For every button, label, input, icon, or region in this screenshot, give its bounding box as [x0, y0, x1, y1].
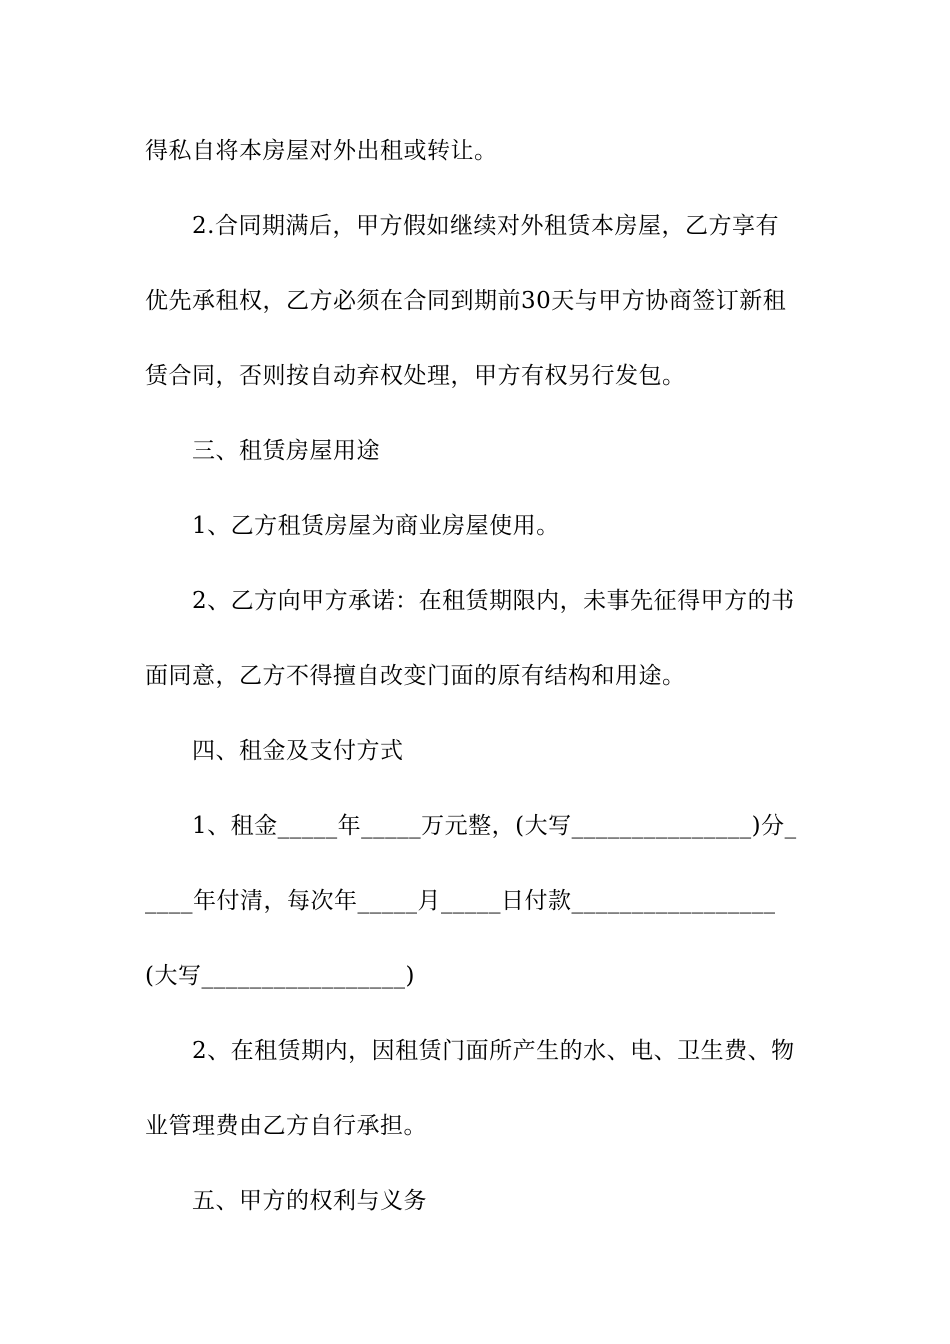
text-line: 2.合同期满后，甲方假如继续对外租赁本房屋，乙方享有 — [192, 213, 779, 239]
text-line: 1、乙方租赁房屋为商业房屋使用。 — [192, 513, 560, 539]
text-line: ____年付清，每次年_____月_____日付款_________________ — [145, 888, 776, 914]
text-line: (大写_________________) — [145, 963, 415, 989]
text-line: 优先承租权，乙方必须在合同到期前30天与甲方协商签订新租 — [145, 288, 787, 314]
text-line: 2、乙方向甲方承诺：在租赁期限内，未事先征得甲方的书 — [192, 588, 795, 614]
text-line: 业管理费由乙方自行承担。 — [145, 1113, 427, 1139]
text-line: 得私自将本房屋对外出租或转让。 — [145, 138, 498, 164]
text-line: 面同意，乙方不得擅自改变门面的原有结构和用途。 — [145, 663, 686, 689]
text-line: 2、在租赁期内，因租赁门面所产生的水、电、卫生费、物 — [192, 1038, 795, 1064]
text-line: 赁合同，否则按自动弃权处理，甲方有权另行发包。 — [145, 363, 686, 389]
section-heading: 四、租金及支付方式 — [192, 738, 404, 764]
section-heading: 五、甲方的权利与义务 — [192, 1188, 427, 1214]
text-line: 1、租金_____年_____万元整，(大写_______________)分_ — [192, 813, 797, 839]
section-heading: 三、租赁房屋用途 — [192, 438, 380, 464]
